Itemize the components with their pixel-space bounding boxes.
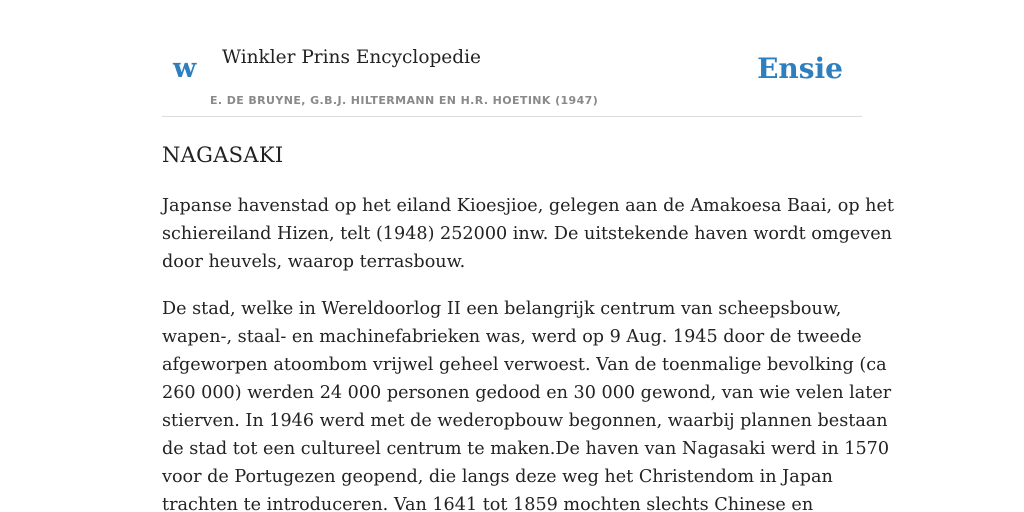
paragraph-line: 260 000) werden 24 000 personen gedood en 30 000 gewond, van wie velen later	[162, 383, 892, 403]
paragraph-line: wapen-, staal- en machinefabrieken was, werd op 9 Aug. 1945 door de tweede	[162, 327, 862, 347]
ensie-brand-logo[interactable]: Ensie	[757, 52, 843, 85]
paragraph-line: stierven. In 1946 werd met de wederopbouw begonnen, waarbij plannen bestaan	[162, 411, 888, 431]
article-title: NAGASAKI	[162, 143, 284, 167]
article-paragraph-2	[162, 295, 892, 512]
paragraph-line: de stad tot een cultureel centrum te maken.De haven van Nagasaki werd in 1570	[162, 439, 890, 459]
paragraph-line: trachten te introduceren. Van 1641 tot 1859 mochten slechts Chinese en	[162, 495, 814, 512]
publication-title[interactable]: Winkler Prins Encyclopedie	[222, 47, 481, 68]
article-paragraph-1	[162, 192, 894, 276]
publication-authors: E. DE BRUYNE, G.B.J. HILTERMANN EN H.R. HOETINK (1947)	[210, 94, 599, 107]
winkler-prins-logo[interactable]: w	[173, 53, 197, 84]
site-header	[162, 0, 862, 117]
paragraph-line: afgeworpen atoombom vrijwel geheel verwoest. Van de toenmalige bevolking (ca	[162, 355, 887, 375]
paragraph-line: Japanse havenstad op het eiland Kioesjioe, gelegen aan de Amakoesa Baai, op het	[162, 196, 894, 216]
paragraph-line: door heuvels, waarop terrasbouw.	[162, 252, 466, 272]
paragraph-line: De stad, welke in Wereldoorlog II een belangrijk centrum van scheepsbouw,	[162, 299, 842, 319]
paragraph-line: schiereiland Hizen, telt (1948) 252000 inw. De uitstekende haven wordt omgeven	[162, 224, 892, 244]
paragraph-line: voor de Portugezen geopend, die langs deze weg het Christendom in Japan	[162, 467, 833, 487]
article	[162, 140, 894, 512]
